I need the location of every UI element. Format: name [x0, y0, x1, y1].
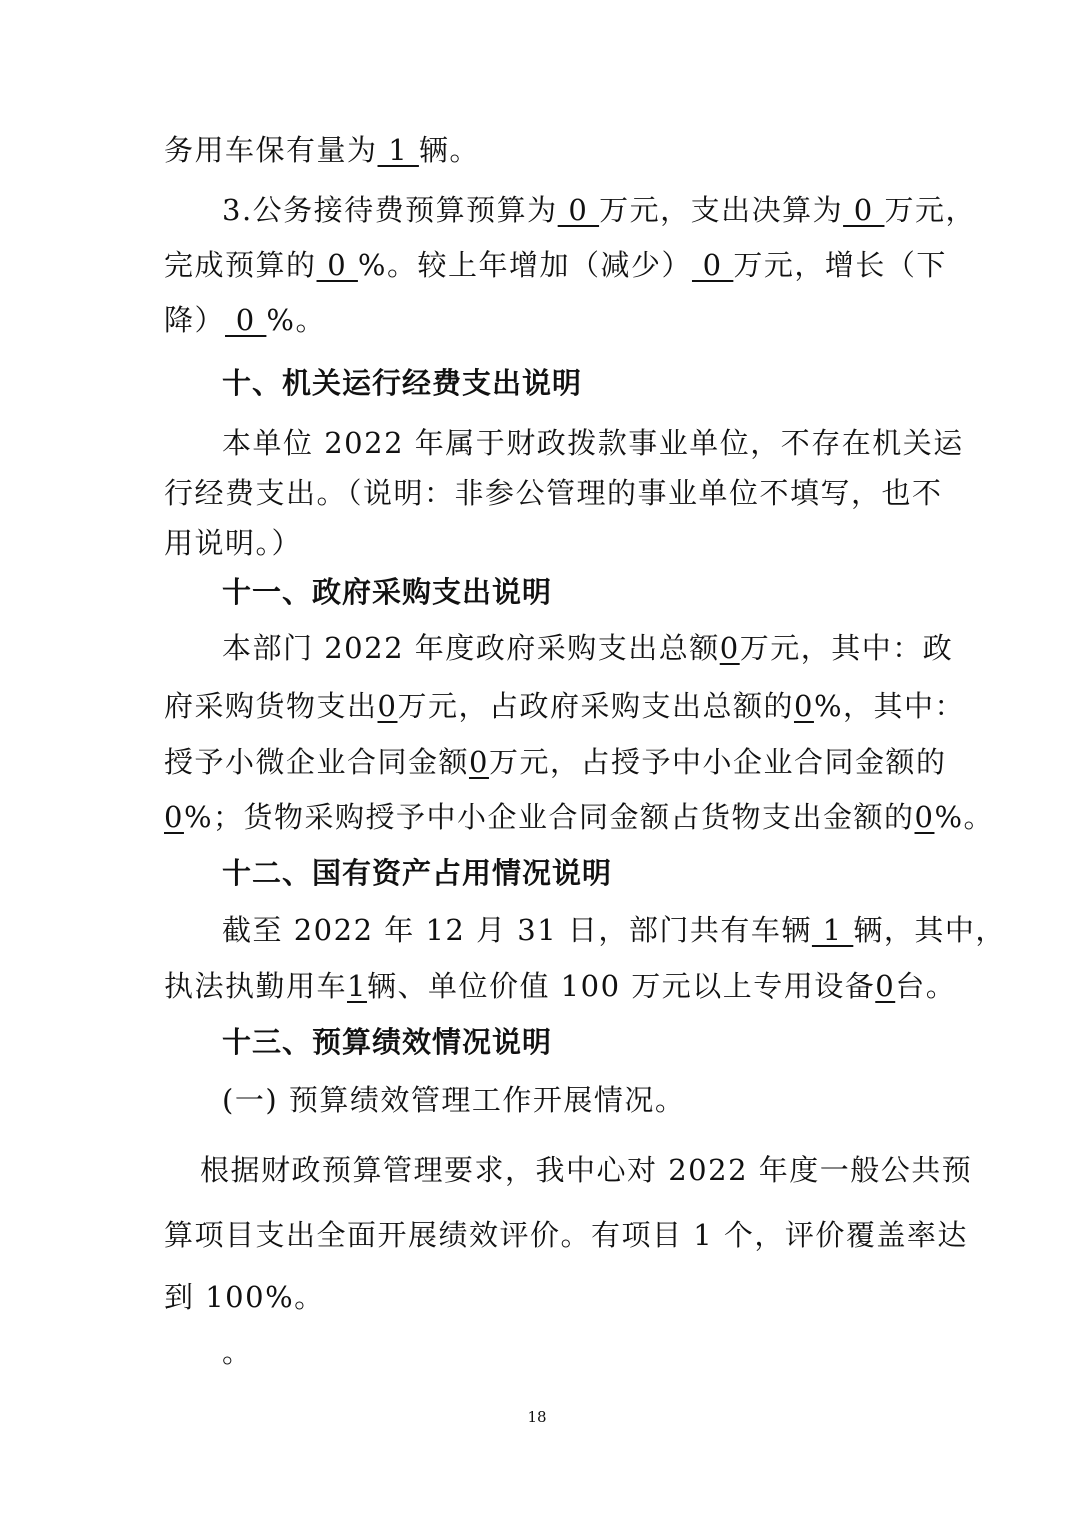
paragraph-line: 3.公务接待费预算预算为 0 万元，支出决算为 0 万元，	[222, 193, 976, 227]
paragraph-line: 府采购货物支出0万元，占政府采购支出总额的0%，其中：	[164, 689, 965, 723]
section-heading: 十三、预算绩效情况说明	[222, 1025, 553, 1059]
subsection-heading: (一) 预算绩效管理工作开展情况。	[222, 1083, 686, 1117]
paragraph-line: 降） 0 %。	[164, 303, 326, 337]
paragraph-line: 行经费支出。（说明：非参公管理的事业单位不填写，也不	[164, 476, 943, 510]
paragraph-line: 本部门 2022 年度政府采购支出总额0万元，其中：政	[222, 631, 954, 665]
paragraph-line: 执法执勤用车1辆、单位价值 100 万元以上专用设备0台。	[164, 969, 957, 1003]
paragraph-line: 授予小微企业合同金额0万元，占授予中小企业合同金额的	[164, 745, 947, 779]
paragraph-line: 用说明。）	[164, 526, 303, 560]
paragraph-line: 0%；货物采购授予中小企业合同金额占货物支出金额的0%。	[164, 800, 995, 834]
paragraph-line: 根据财政预算管理要求，我中心对 2022 年度一般公共预	[200, 1153, 973, 1187]
section-heading: 十二、国有资产占用情况说明	[222, 856, 613, 890]
section-heading: 十一、政府采购支出说明	[222, 575, 553, 609]
paragraph-line: 本单位 2022 年属于财政拨款事业单位，不存在机关运	[222, 426, 964, 460]
section-heading: 十、机关运行经费支出说明	[222, 366, 583, 400]
paragraph-line: 到 100%。	[164, 1280, 325, 1314]
paragraph-line: 务用车保有量为 1 辆。	[164, 133, 480, 167]
page-number: 18	[527, 1408, 547, 1426]
paragraph-line: 算项目支出全面开展绩效评价。有项目 1 个，评价覆盖率达	[164, 1218, 968, 1252]
paragraph-line: 。	[222, 1335, 253, 1369]
paragraph-line: 截至 2022 年 12 月 31 日，部门共有车辆 1 辆，其中，	[222, 913, 1006, 947]
paragraph-line: 完成预算的 0 %。较上年增加（减少） 0 万元，增长（下	[164, 248, 947, 282]
